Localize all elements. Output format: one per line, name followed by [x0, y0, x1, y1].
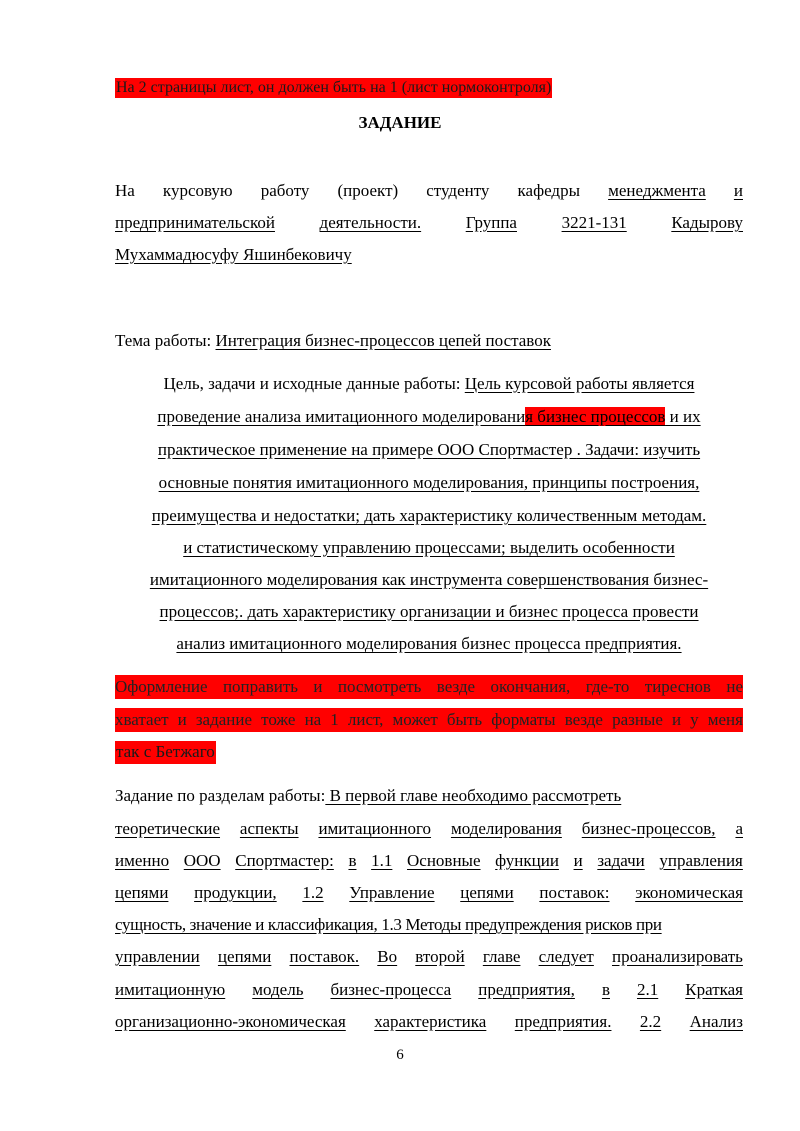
sections-label: Задание по разделам работы:	[115, 786, 326, 805]
sections-line4-word: цепями	[115, 883, 169, 902]
sections-line2-word: аспекты	[239, 819, 299, 838]
assignment-line-1-word: На	[115, 181, 135, 200]
sections-line4-word: Управление	[349, 883, 435, 902]
sections-line6-word: следует	[538, 947, 594, 966]
goal-line-2b: и их	[665, 407, 701, 426]
comment-line-2-word: на	[304, 710, 322, 729]
comment-line-2-word: 1	[330, 710, 339, 729]
sections-line2-word: моделирования	[450, 819, 562, 838]
comment-line-2-word: разные	[612, 710, 663, 729]
comment-line-2-word: везде	[564, 710, 603, 729]
sections-line7-word: Краткая	[685, 980, 743, 999]
sections-line3-word: ООО	[183, 851, 221, 870]
comment-line-2-word: хватает	[115, 710, 169, 729]
sections-line3-word: управления	[659, 851, 743, 870]
assignment-line-2-word: деятельности.	[319, 213, 422, 232]
goal-line-1	[115, 373, 743, 395]
sections-line3-word: Спортмастер:	[235, 851, 334, 870]
comment-line-1	[115, 676, 743, 698]
goal-line-9: анализ имитационного моделирования бизнес процесса предприятия.	[176, 634, 682, 653]
comment-line-1-word: не	[726, 677, 743, 696]
sections-line-4	[115, 882, 743, 904]
sections-line7-word: модель	[252, 980, 304, 999]
sections-line4-word: экономическая	[635, 883, 743, 902]
comment-line-2-word: может	[392, 710, 438, 729]
sections-line3-word: 1.1	[371, 851, 393, 870]
assignment-line-1-word: (проект)	[337, 181, 399, 200]
sections-line2-word: теоретические	[115, 819, 221, 838]
sections-line3-word: функции	[495, 851, 559, 870]
assignment-line-1-word: и	[733, 181, 743, 200]
assignment-line-1-word: кафедры	[517, 181, 580, 200]
sections-line-3	[115, 850, 743, 872]
sections-line7-word: 2.1	[636, 980, 659, 999]
sections-line3-word: и	[573, 851, 583, 870]
goal-line-2a: проведение анализа имитационного моделировани	[157, 407, 526, 426]
sections-line6-word: управлении	[115, 947, 200, 966]
topic-line	[115, 330, 743, 352]
assignment-line-3: Мухаммадюсуфу Яшинбековичу	[115, 245, 352, 264]
comment-line-1-word: тиреснов	[644, 677, 711, 696]
comment-line-1-word: везде	[436, 677, 476, 696]
topic-label: Тема работы:	[115, 331, 216, 350]
comment-line-1-word: поправить	[222, 677, 299, 696]
comment-line-2-word: быть	[446, 710, 483, 729]
comment-line-2-word: и	[671, 710, 682, 729]
sections-line3-word: именно	[115, 851, 170, 870]
sections-line6-word: Во	[377, 947, 398, 966]
sections-line-6	[115, 946, 743, 968]
goal-company: ООО Спортмастер	[437, 440, 577, 459]
top-review-note: На 2 страницы лист, он должен быть на 1 (лист нормоконтроля)	[116, 79, 552, 96]
sections-line3-word: в	[348, 851, 357, 870]
goal-label: Цель, задачи и исходные данные работы:	[163, 374, 465, 393]
sections-line3-word: задачи	[597, 851, 645, 870]
sections-line3-word: Основные	[407, 851, 481, 870]
assignment-line-1-word: курсовую	[162, 181, 233, 200]
goal-line-2	[115, 406, 743, 428]
topic-value: Интеграция бизнес-процессов цепей поставок	[215, 331, 551, 350]
goal-line-5: преимущества и недостатки; дать характеристику количественным методам.	[151, 506, 707, 525]
goal-line-8: процессов;. дать характеристику организации и бизнес процесса провести	[159, 602, 699, 621]
goal-highlight: я бизнес процессов	[525, 407, 666, 426]
comment-line-1-word: окончания,	[490, 677, 571, 696]
sections-line8-word: 2.2	[639, 1012, 662, 1031]
sections-line8-word: предприятия.	[514, 1012, 612, 1031]
comment-line-2-word: тоже	[261, 710, 296, 729]
sections-line4-word: продукции,	[194, 883, 277, 902]
sections-line8-word: организационно-экономическая	[115, 1012, 346, 1031]
page-number: 6	[396, 1047, 404, 1063]
sections-line4-word: 1.2	[302, 883, 324, 902]
sections-line-8	[115, 1011, 743, 1033]
sections-line2-word: бизнес-процессов,	[581, 819, 716, 838]
sections-line4-word: поставок:	[539, 883, 610, 902]
sections-line7-word: предприятия,	[478, 980, 575, 999]
comment-line-1-word: и	[313, 677, 323, 696]
assignment-line-1-word: студенту	[426, 181, 490, 200]
sections-line8-word: характеристика	[374, 1012, 487, 1031]
assignment-line-2-word: Группа	[465, 213, 517, 232]
sections-line6-word: цепями	[217, 947, 272, 966]
sections-line4-word: цепями	[460, 883, 514, 902]
comment-line-2-word: и	[177, 710, 187, 729]
comment-line-2-word: лист,	[347, 710, 384, 729]
goal-value: Цель курсовой работы является	[464, 374, 695, 393]
comment-line-2-word: у	[690, 710, 699, 729]
comment-line-2	[115, 709, 743, 731]
comment-line-2-word: меня	[707, 710, 743, 729]
sections-line6-word: второй	[415, 947, 465, 966]
goal-line-3	[115, 439, 743, 461]
comment-line-1-word: где-то	[585, 677, 630, 696]
goal-line-3a: практическое применение на примере	[157, 440, 438, 459]
sections-line6-word: проанализировать	[611, 947, 743, 966]
sections-line-5: сущность, значение и классификация, 1.3 Методы предупреждения рисков при	[115, 915, 662, 934]
sections-line2-word: а	[735, 819, 743, 838]
comment-line-3: так с Бетжаго	[115, 741, 216, 764]
goal-line-3c: . Задачи: изучить	[576, 440, 701, 459]
sections-line-7	[115, 979, 743, 1001]
comment-line-2-word: форматы	[491, 710, 556, 729]
sections-line7-word: в	[601, 980, 610, 999]
assignment-line-1-word: менеджмента	[608, 181, 706, 200]
comment-line-1-word: Оформление	[115, 677, 208, 696]
page-heading: ЗАДАНИЕ	[358, 113, 442, 132]
assignment-line-2	[115, 212, 743, 234]
assignment-line-2-word: предпринимательской	[115, 213, 275, 232]
goal-line-7: имитационного моделирования как инструмента совершенствования бизнес-	[149, 570, 709, 589]
comment-line-1-word: посмотреть	[337, 677, 422, 696]
sections-line2-word: имитационного	[318, 819, 432, 838]
sections-line6-word: главе	[482, 947, 521, 966]
goal-line-6: и статистическому управлению процессами; выделить особенности	[183, 538, 675, 557]
sections-line8-word: Анализ	[689, 1012, 743, 1031]
sections-line-1	[115, 785, 743, 807]
sections-line6-word: поставок.	[289, 947, 360, 966]
assignment-line-1	[115, 180, 743, 202]
assignment-line-1-word: работу	[260, 181, 310, 200]
comment-line-2-word: задание	[195, 710, 253, 729]
sections-line7-word: бизнес-процесса	[330, 980, 452, 999]
goal-line-4: основные понятия имитационного моделирования, принципы построения,	[158, 473, 700, 492]
sections-line7-word: имитационную	[115, 980, 226, 999]
assignment-line-2-word: 3221-131	[561, 213, 627, 232]
sections-value: В первой главе необходимо рассмотреть	[325, 786, 622, 805]
assignment-line-2-word: Кадырову	[671, 213, 743, 232]
sections-line-2	[115, 818, 743, 840]
